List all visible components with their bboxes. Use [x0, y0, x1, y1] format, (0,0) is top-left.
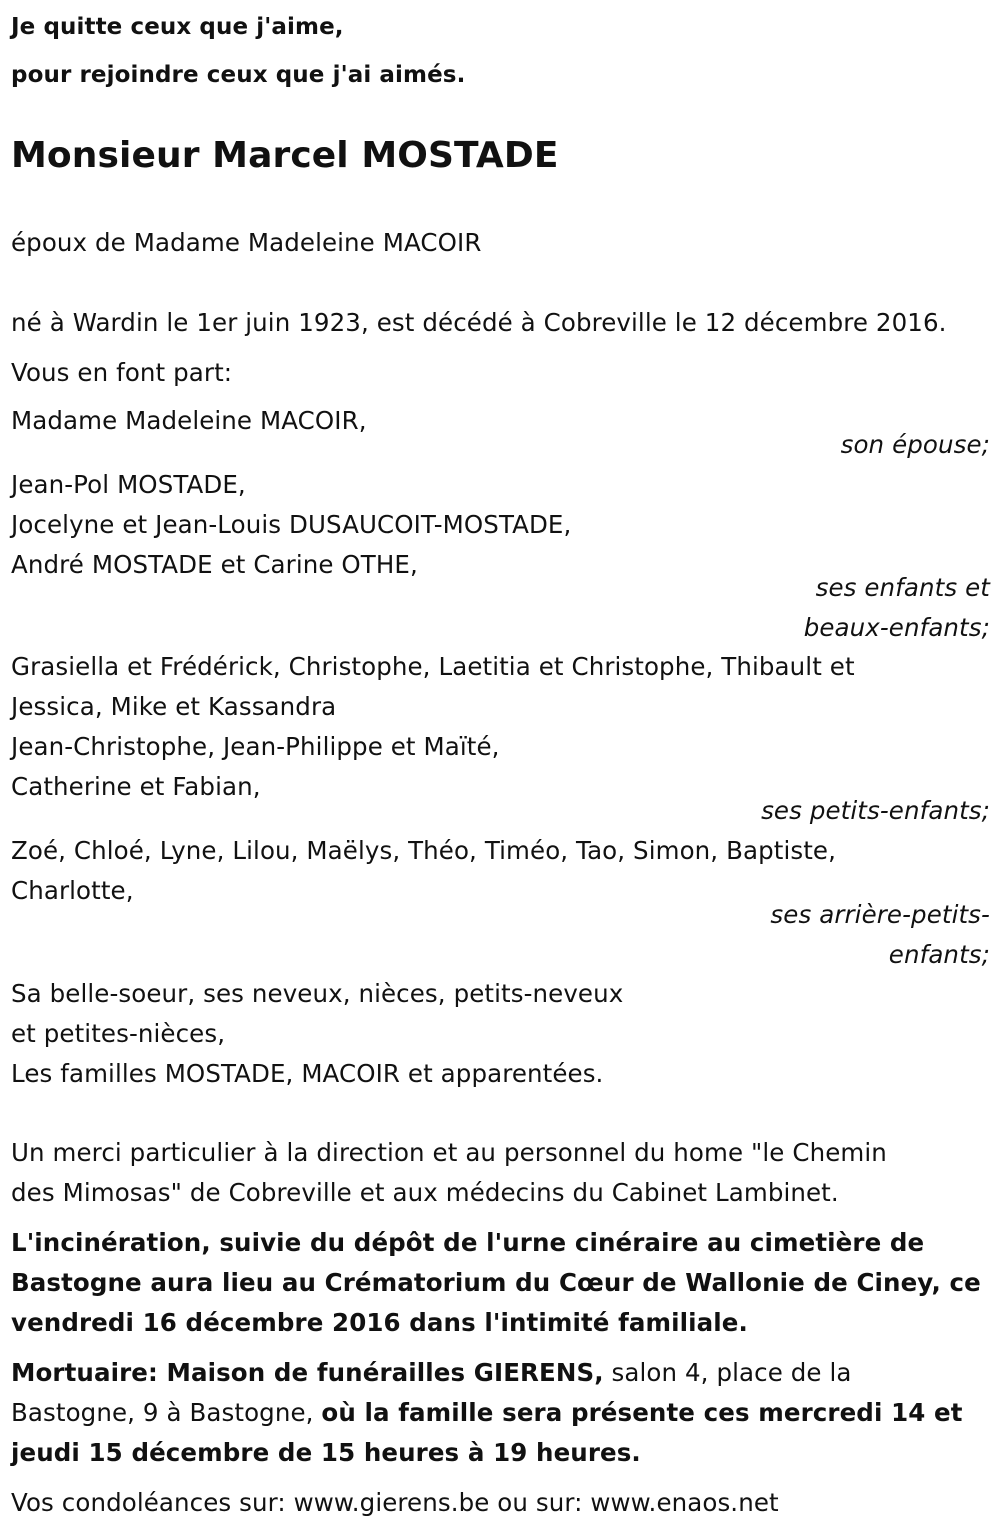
mortuary-address-1: salon 4, place de la [603, 1358, 852, 1387]
mortuary-address-2: Bastogne, 9 à Bastogne, [11, 1398, 322, 1427]
motto-line-2: pour rejoindre ceux que j'ai aimés. [11, 62, 466, 88]
children-role-line-1: ses enfants et [815, 573, 990, 602]
spouse-line: époux de Madame Madeleine MACOIR [11, 228, 482, 257]
children-role-line-2: beaux-enfants; [803, 613, 990, 642]
great-grandchildren-line-1: Zoé, Chloé, Lyne, Lilou, Maëlys, Théo, Timéo, Tao, Simon, Baptiste, [11, 836, 836, 865]
child-2: Jocelyne et Jean-Louis DUSAUCOIT-MOSTADE, [11, 510, 572, 539]
ceremony-line-2: Bastogne aura lieu au Crématorium du Cœur de Wallonie de Ciney, ce [11, 1268, 981, 1297]
spouse-role: son épouse; [840, 430, 990, 459]
mortuary-presence-1: où la famille sera présente ces mercredi 14 et [321, 1398, 963, 1427]
mortuary-label: Mortuaire: Maison de funérailles GIERENS, [11, 1358, 604, 1387]
child-3: André MOSTADE et Carine OTHE, [11, 550, 418, 579]
condolences-line: Vos condoléances sur: www.gierens.be ou sur: www.enaos.net [11, 1488, 779, 1517]
great-grandchildren-role-line-1: ses arrière-petits- [770, 900, 990, 929]
thanks-line-2: des Mimosas" de Cobreville et aux médecins du Cabinet Lambinet. [11, 1178, 839, 1207]
ceremony-line-3: vendredi 16 décembre 2016 dans l'intimité familiale. [11, 1308, 748, 1337]
grandchildren-role: ses petits-enfants; [761, 796, 990, 825]
grandchildren-line-3: Jean-Christophe, Jean-Philippe et Maïté, [11, 732, 500, 761]
grandchildren-line-4: Catherine et Fabian, [11, 772, 261, 801]
ceremony-line-1: L'incinération, suivie du dépôt de l'urne cinéraire au cimetière de [11, 1228, 925, 1257]
mortuary-line-2 [11, 1398, 963, 1428]
relatives-line-3: Les familles MOSTADE, MACOIR et apparentées. [11, 1059, 604, 1088]
relatives-line-2: et petites-nièces, [11, 1019, 226, 1048]
great-grandchildren-role-line-2: enfants; [888, 940, 990, 969]
thanks-line-1: Un merci particulier à la direction et au personnel du home "le Chemin [11, 1138, 887, 1167]
great-grandchildren-line-2: Charlotte, [11, 876, 134, 905]
motto-line-1: Je quitte ceux que j'aime, [11, 14, 344, 40]
mortuary-presence-2: jeudi 15 décembre de 15 heures à 19 heures. [11, 1438, 641, 1467]
birth-death-line: né à Wardin le 1er juin 1923, est décédé à Cobreville le 12 décembre 2016. [11, 308, 947, 337]
child-1: Jean-Pol MOSTADE, [11, 470, 246, 499]
announcement-intro: Vous en font part: [11, 358, 233, 387]
relatives-line-1: Sa belle-soeur, ses neveux, nièces, petits-neveux [11, 979, 624, 1008]
grandchildren-line-2: Jessica, Mike et Kassandra [11, 692, 337, 721]
mortuary-line-1 [11, 1358, 852, 1388]
spouse-name: Madame Madeleine MACOIR, [11, 406, 367, 435]
grandchildren-line-1: Grasiella et Frédérick, Christophe, Laetitia et Christophe, Thibault et [11, 652, 855, 681]
deceased-name: Monsieur Marcel MOSTADE [11, 135, 559, 176]
